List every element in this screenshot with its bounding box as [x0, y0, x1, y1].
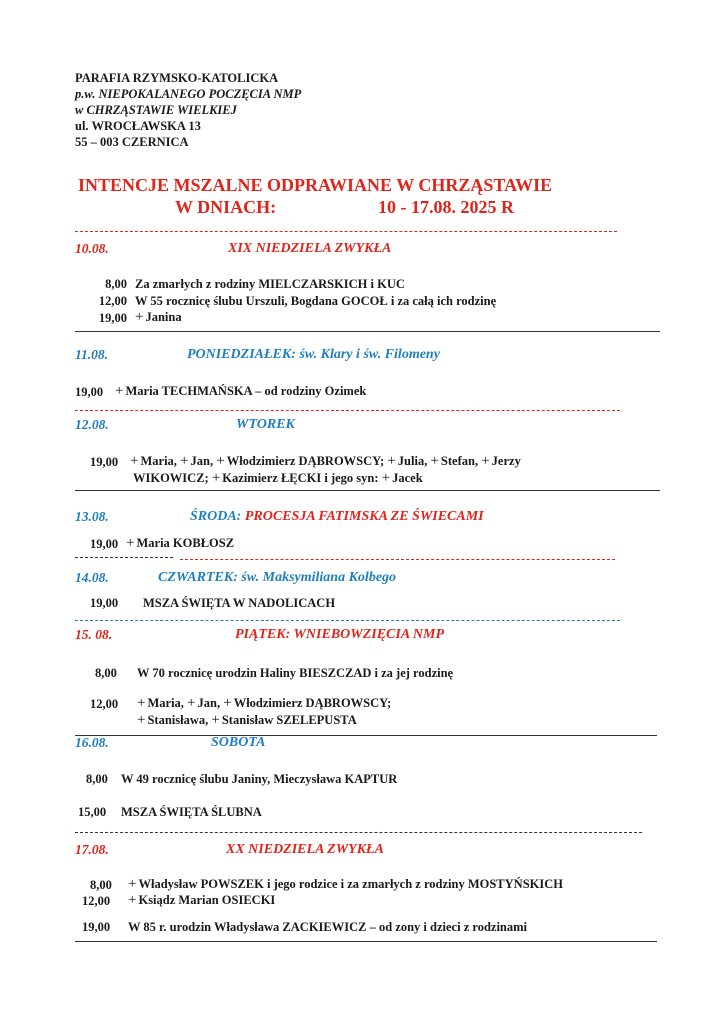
day-date: 17.08.	[75, 842, 109, 857]
day-name: CZWARTEK: św. Maksymiliana Kolbego	[158, 570, 397, 585]
mass-time: 19,00	[90, 537, 119, 551]
cross-icon: +	[128, 892, 137, 908]
mass-intention: + Ksiądz Marian OSIECKI	[128, 892, 276, 908]
day-name: ŚRODA: PROCESJA FATIMSKA ZE ŚWIECAMI	[190, 509, 484, 524]
mass-intention: W 85 r. urodzin Władysława ZACKIEWICZ – od zony i dzieci z rodzinami	[128, 920, 528, 934]
mass-time: 8,00	[105, 277, 127, 291]
parish-street: ul. WROCŁAWSKA 13	[75, 119, 201, 133]
cross-icon: +	[187, 695, 196, 711]
cross-icon: +	[135, 309, 144, 325]
cross-icon: +	[481, 453, 490, 469]
mass-intention: W 70 rocznicę urodzin Haliny BIESZCZAD i za jej rodzinę	[137, 666, 454, 680]
day-date: 10.08.	[75, 241, 109, 256]
day-date: 14.08.	[75, 570, 109, 585]
day-name: SOBOTA	[211, 735, 266, 750]
mass-time: 15,00	[78, 805, 107, 819]
cross-icon: +	[223, 695, 232, 711]
cross-icon: +	[115, 383, 124, 399]
document-title-dates: 10 - 17.08. 2025 R	[378, 197, 514, 217]
mass-intention: + Władysław POWSZEK i jego rodzice i za zmarłych z rodziny MOSTYŃSKICH	[128, 876, 563, 892]
document-title: INTENCJE MSZALNE ODPRAWIANE W CHRZĄSTAWIE	[78, 175, 553, 195]
divider	[180, 559, 615, 560]
parish-dedication: p.w. NIEPOKALANEGO POCZĘCIA NMP	[75, 87, 302, 101]
divider	[75, 490, 660, 491]
parish-location: w CHRZĄSTAWIE WIELKIEJ	[75, 103, 237, 117]
mass-time: 8,00	[95, 666, 117, 680]
mass-time: 8,00	[86, 772, 108, 786]
day-name: XIX NIEDZIELA ZWYKŁA	[228, 241, 392, 256]
cross-icon: +	[381, 470, 391, 486]
mass-time: 19,00	[98, 311, 127, 325]
cross-icon: +	[180, 453, 189, 469]
mass-time: 19,00	[90, 596, 119, 610]
mass-time: 19,00	[75, 385, 104, 399]
cross-icon: +	[216, 453, 225, 469]
divider	[75, 231, 617, 232]
divider	[75, 620, 620, 621]
mass-intention: + Janina	[135, 309, 182, 325]
cross-icon: +	[387, 453, 396, 469]
mass-time: 12,00	[98, 294, 127, 308]
cross-icon: +	[137, 712, 146, 728]
parish-header	[75, 70, 301, 150]
mass-intention: + Maria, + Jan, + Włodzimierz DĄBROWSCY;	[137, 695, 392, 711]
parish-postal: 55 – 003 CZERNICA	[75, 135, 189, 149]
day-name: PONIEDZIAŁEK: św. Klary i św. Filomeny	[187, 347, 440, 362]
cross-icon: +	[211, 470, 221, 486]
mass-intention-continued: WIKOWICZ; + Kazimierz ŁĘCKI i jego syn: + Jacek	[133, 470, 423, 486]
cross-icon: +	[137, 695, 146, 711]
day-date: 11.08.	[75, 347, 109, 362]
divider	[75, 832, 642, 833]
mass-intention: MSZA ŚWIĘTA ŚLUBNA	[121, 805, 262, 819]
day-date: 15. 08.	[75, 627, 113, 642]
mass-intention: Za zmarłych z rodziny MIELCZARSKICH i KUC	[135, 277, 405, 291]
day-name: XX NIEDZIELA ZWYKŁA	[226, 842, 384, 857]
document-title-dates-label: W DNIACH:	[175, 197, 277, 217]
day-date: 12.08.	[75, 417, 109, 432]
mass-intention-continued: + Stanisława, + Stanisław SZELEPUSTA	[137, 712, 357, 728]
cross-icon: +	[126, 535, 135, 551]
divider	[75, 735, 657, 736]
mass-time: 19,00	[82, 920, 111, 934]
cross-icon: +	[430, 453, 439, 469]
mass-intention: + Maria TECHMAŃSKA – od rodziny Ozimek	[115, 383, 367, 399]
mass-time: 12,00	[82, 894, 111, 908]
day-name: PIĄTEK: WNIEBOWZIĘCIA NMP	[235, 627, 445, 642]
day-date: 13.08.	[75, 509, 109, 524]
divider	[75, 557, 173, 558]
mass-intention: W 49 rocznicę ślubu Janiny, Mieczysława KAPTUR	[121, 772, 398, 786]
mass-intention: + Maria, + Jan, + Włodzimierz DĄBROWSCY; + Julia, + Stefan, + Jerzy	[130, 453, 521, 469]
mass-time: 12,00	[90, 697, 119, 711]
cross-icon: +	[130, 453, 139, 469]
divider	[75, 410, 620, 411]
parish-name: PARAFIA RZYMSKO-KATOLICKA	[75, 71, 279, 85]
mass-time: 19,00	[90, 455, 119, 469]
mass-intention: + Maria KOBŁOSZ	[126, 535, 235, 551]
day-feast: PROCESJA FATIMSKA ZE ŚWIECAMI	[244, 509, 484, 524]
mass-intention: MSZA ŚWIĘTA W NADOLICACH	[143, 596, 336, 610]
cross-icon: +	[211, 712, 220, 728]
mass-intention: W 55 rocznicę ślubu Urszuli, Bogdana GOCOŁ i za całą ich rodzinę	[135, 294, 497, 308]
cross-icon: +	[128, 876, 137, 892]
day-name: WTOREK	[236, 417, 295, 432]
mass-time: 8,00	[90, 878, 112, 892]
day-date: 16.08.	[75, 735, 109, 750]
divider	[75, 941, 657, 942]
divider	[75, 331, 660, 332]
